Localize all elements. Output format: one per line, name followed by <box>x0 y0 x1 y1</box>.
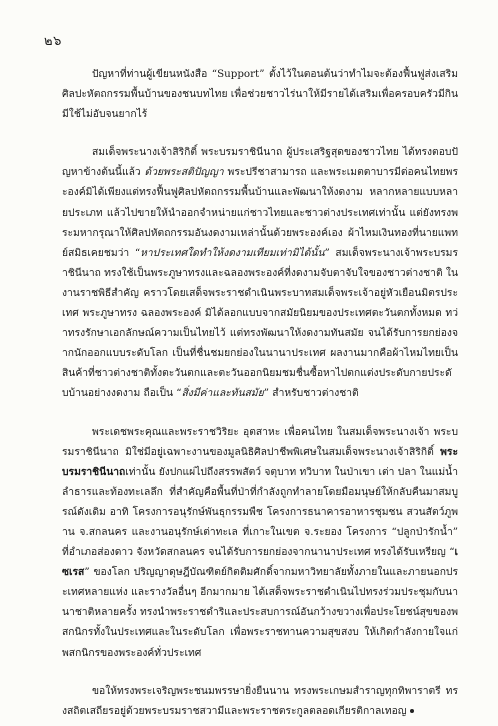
paragraph-2 <box>62 142 458 403</box>
paragraph-3-text-3: ” ของโลก ปริญญาดุษฎีบัณฑิตย์กิตติมศักดิ์จากมหาวิทยาลัยทั้งภายในและภายนอกประเทศหลายแห่ง และรางวัลอื่นๆ อีกมากมาย ได้เสด็จพระราชดำเนินไปทรงร่วมประชุมกับนานาชาติหลายครั้ง ทรงนำพระราชดำริและประสบการณ์อันกว้างขวางเพื่อประโยชน์สุขของพสกนิกรทั้งในประเทศและในระดับโลก เพื่อพระราชทานความสุขสงบ ให้เกิดกำลังกายใจแก่พสกนิกรของพระองค์ทั่วประเทศ <box>62 566 458 659</box>
paragraph-2-emphasis-2: หาประเทศใดทำให้งดงามเทียมเท่ามิได้นั้น <box>140 246 325 259</box>
paragraph-2-emphasis-3: สิ่งมีค่าและทันสมัย <box>181 387 264 400</box>
paragraph-1-text-1: ปัญหาที่ท่านผู้เขียนหนังสือ “Support” ตั้งไว้ในตอนต้นว่าทำไมจะต้องฟื้นฟูส่งเสริมศิลปะหัตถกรรมพื้นบ้านของชนบทไทย เพื่อช่วยชาวไร่นาให้มีรายได้เสริมเพื่อครอบครัวมีกินมีใช้ไม่อับจนยากไร้ <box>62 68 458 121</box>
page-number: ๒๖ <box>44 34 62 49</box>
paragraph-2-text-2: พระปรีชาสามารถ และพระเมตตาบารมีต่อคนไทยพระองค์มิได้เพียงแต่ทรงฟื้นฟูศิลปหัตถกรรมพื้นบ้านและพัฒนาให้งดงาม หลากหลายแบบหลายประเภท แล้วไปขายให้นำออกจำหน่ายแก่ชาวไทยและชาวต่างประเทศเท่านั้น แต่ยังทรงพระมหากรุณาให้ศิลปหัตถกรรมอันงดงามเหล่านั้นด้วยพระองค์เอง ผ้าไหมเงินทองที่นายแพทย์สมิธเคยชมว่า “ <box>62 166 458 259</box>
paragraph-2-emphasis-1: ด้วยพระสติปัญญา <box>144 166 224 179</box>
paragraph-3-text-2: เท่านั้น ยังปกแผ่ไปถึงสรรพสัตว์ จตุบาท ทวิบาท ในป่าเขา เต่า ปลา ในแม่น้ำลำธารและท้องทะเลลึก ที่สำคัญคือพื้นที่ป่าที่กำลังถูกทำลายโดยมือมนุษย์ให้กลับคืนมาสมบูรณ์ดังเดิม อาทิ โครงการอนุรักษ์พันธุกรรมพืช โครงการธนาคารอาหารชุมชน สวนสัตว์ภูพาน จ.สกลนคร และงานอนุรักษ์เต่าทะเล ที่เกาะในเขต จ.ระยอง โครงการ “ปลูกป่ารักน้ำ” ที่อำเภอส่องดาว จังหวัดสกลนคร จนได้รับการยกย่องจากนานาประเทศ ทรงได้รับเหรียญ “ <box>62 465 458 559</box>
paragraph-1 <box>62 64 458 124</box>
body-text <box>62 64 458 721</box>
paragraph-3 <box>62 422 458 663</box>
paragraph-4-text-1: ขอให้ทรงพระเจริญพระชนมพรรษายิ่งยืนนาน ทรงพระเกษมสำราญทุกทิพาราตรี ทรงสถิตเสถียรอยู่ด้วยพระบรมราชสวามีและพระราชตระกูลตลอดเกียรติกาลเทอญ <box>62 684 458 717</box>
paragraph-2-text-1: สมเด็จพระนางเจ้าสิริกิติ์ พระบรมราชินีนาถ ผู้ประเสริฐสุดของชาวไทย ได้ทรงตอบปัญหาข้างต้นนี้แล้ว <box>62 146 458 179</box>
paragraph-3-text-1: พระเดชพระคุณและพระราชวิริยะ อุตสาหะ เพื่อคนไทย ในสมเด็จพระนางเจ้า พระบรมราชินีนาถ มิใช่มีอยู่เฉพาะงานของมูลนิธิศิลปาชีพพิเศษในสมเด็จพระนางเจ้าสิริกิติ์ <box>62 425 458 458</box>
paragraph-4 <box>62 681 458 721</box>
paragraph-2-text-3: ” สมเด็จพระนางเจ้าพระบรมราชินีนาถ ทรงใช้เป็นพระภูษาทรงและฉลองพระองค์ที่งดงามจับตาจับใจของชาวต่างชาติ ในงานราชพิธีสำคัญ คราวโดยเสด็จพระราชดำเนินพระบาทสมเด็จพระเจ้าอยู่หัวเยือนมิตรประเทศ พระภูษาทรง ฉลองพระองค์ มิได้ลอกแบบจากสมัยนิยมของประเทศตะวันตกทั้งหมด ทว่าทรงรักษาเอกลักษณ์ความเป็นไทยไว้ แต่ทรงพัฒนาให้งดงามทันสมัย จนได้รับการยกย่องจากนักออกแบบระดับโลก เป็นที่ชื่นชมยกย่องในนานาประเทศ ผลงานมากคือผ้าไหมไทยเป็นสินค้าที่ชาวต่างชาติทั้งตะวันตกและตะวันออกนิยมชมชื่นซื้อหาไปตกแต่งประดับกายประดับบ้านอย่างงดงาม ถือเป็น “ <box>62 246 458 400</box>
paragraph-3-bold-1: พระบรมราชินีนาถ <box>62 445 458 478</box>
end-bullet-icon <box>410 709 414 713</box>
paragraph-2-text-4: ” สำหรับชาวต่างชาติ <box>263 387 359 400</box>
paragraph-3-bold-2: เซเรส <box>62 546 458 579</box>
